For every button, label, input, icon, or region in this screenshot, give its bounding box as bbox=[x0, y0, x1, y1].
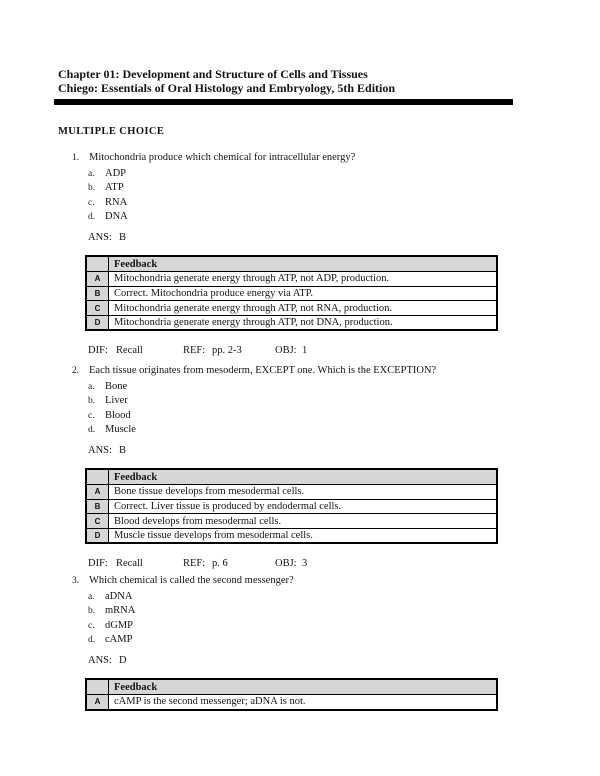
obj-label: OBJ: bbox=[275, 558, 297, 570]
feedback-text-cell: Mitochondria generate energy through ATP, not RNA, production. bbox=[109, 301, 498, 316]
feedback-letter-cell: A bbox=[86, 272, 109, 287]
answer-label: ANS: bbox=[88, 445, 112, 457]
question-2 bbox=[0, 364, 600, 571]
feedback-row-a bbox=[86, 272, 497, 287]
question-1-option-a bbox=[0, 167, 600, 181]
question-2-number: 2. bbox=[72, 366, 80, 376]
option-letter: c. bbox=[88, 620, 95, 631]
option-letter: d. bbox=[88, 212, 96, 223]
answer-label: ANS: bbox=[88, 655, 112, 667]
answer-value: B bbox=[118, 445, 126, 457]
option-letter: a. bbox=[88, 591, 95, 602]
feedback-letter-cell: B bbox=[86, 499, 109, 514]
dif-label: DIF: bbox=[88, 345, 108, 357]
question-3-option-a bbox=[0, 590, 600, 604]
feedback-header-cell: Feedback bbox=[109, 469, 498, 484]
question-1-meta-line bbox=[0, 344, 600, 357]
option-letter: d. bbox=[88, 425, 96, 436]
feedback-row-a bbox=[86, 695, 497, 710]
section-heading: MULTIPLE CHOICE bbox=[58, 126, 165, 137]
question-3-line bbox=[0, 574, 600, 588]
question-2-line bbox=[0, 364, 600, 378]
feedback-header-cell: Feedback bbox=[109, 679, 498, 694]
option-letter: d. bbox=[88, 635, 96, 646]
question-1-line bbox=[0, 151, 600, 165]
feedback-letter-cell: C bbox=[86, 301, 109, 316]
feedback-corner-cell bbox=[86, 256, 109, 271]
question-3-text: Which chemical is called the second messenger? bbox=[89, 575, 294, 586]
feedback-letter-cell: D bbox=[86, 315, 109, 330]
header-rule bbox=[54, 99, 513, 105]
question-2-option-b bbox=[0, 394, 600, 408]
option-text: DNA bbox=[105, 211, 128, 223]
feedback-text-cell: Mitochondria generate energy through ATP, not ADP, production. bbox=[109, 272, 498, 287]
feedback-header-row bbox=[86, 256, 497, 271]
feedback-text-cell: Correct. Liver tissue is produced by endodermal cells. bbox=[109, 499, 498, 514]
option-letter: b. bbox=[88, 606, 96, 617]
ref-label: REF: bbox=[183, 558, 206, 570]
option-text: Blood bbox=[105, 409, 131, 421]
feedback-text-cell: Mitochondria generate energy through ATP, not DNA, production. bbox=[109, 315, 498, 330]
question-3-feedback-table bbox=[85, 678, 498, 710]
question-2-option-d bbox=[0, 423, 600, 437]
feedback-row-c bbox=[86, 514, 497, 529]
question-3-number: 3. bbox=[72, 576, 80, 586]
obj-value: 1 bbox=[302, 345, 308, 357]
question-3 bbox=[0, 574, 600, 711]
header-line-1: Chapter 01: Development and Structure of Cells and Tissues bbox=[58, 67, 368, 81]
question-1-answer-line bbox=[0, 231, 600, 244]
question-2-option-c bbox=[0, 409, 600, 423]
question-1-option-c bbox=[0, 196, 600, 210]
header-line-2: Chiego: Essentials of Oral Histology and Embryology, 5th Edition bbox=[58, 80, 396, 95]
option-text: Muscle bbox=[105, 424, 136, 436]
dif-value: Recall bbox=[116, 345, 143, 357]
obj-label: OBJ: bbox=[275, 345, 297, 357]
question-1 bbox=[0, 151, 600, 358]
dif-value: Recall bbox=[116, 558, 143, 570]
option-letter: a. bbox=[88, 381, 95, 392]
option-letter: c. bbox=[88, 410, 95, 421]
question-1-feedback-table bbox=[85, 255, 498, 331]
option-letter: c. bbox=[88, 197, 95, 208]
feedback-text-cell: Muscle tissue develops from mesodermal cells. bbox=[109, 528, 498, 543]
feedback-header-row bbox=[86, 679, 497, 694]
feedback-row-c bbox=[86, 301, 497, 316]
answer-label: ANS: bbox=[88, 232, 112, 244]
question-2-text: Each tissue originates from mesoderm, EXCEPT one. Which is the EXCEPTION? bbox=[89, 365, 437, 376]
feedback-corner-cell bbox=[86, 679, 109, 694]
feedback-row-a bbox=[86, 485, 497, 500]
feedback-row-b bbox=[86, 286, 497, 301]
feedback-letter-cell: C bbox=[86, 514, 109, 529]
feedback-text-cell: Bone tissue develops from mesodermal cells. bbox=[109, 485, 498, 500]
option-text: ATP bbox=[105, 182, 124, 194]
question-1-option-d bbox=[0, 210, 600, 224]
feedback-header-row bbox=[86, 469, 497, 484]
question-1-number: 1. bbox=[72, 153, 80, 163]
feedback-row-d bbox=[86, 528, 497, 543]
feedback-header-cell: Feedback bbox=[109, 256, 498, 271]
feedback-text-cell: Correct. Mitochondria produce energy via ATP. bbox=[109, 286, 498, 301]
feedback-row-b bbox=[86, 499, 497, 514]
option-text: aDNA bbox=[105, 590, 133, 602]
feedback-row-d bbox=[86, 315, 497, 330]
question-3-option-c bbox=[0, 619, 600, 633]
feedback-corner-cell bbox=[86, 469, 109, 484]
obj-value: 3 bbox=[302, 558, 308, 570]
question-1-option-b bbox=[0, 181, 600, 195]
option-text: RNA bbox=[105, 196, 128, 208]
feedback-letter-cell: D bbox=[86, 528, 109, 543]
feedback-text-cell: cAMP is the second messenger; aDNA is not. bbox=[109, 695, 498, 710]
question-2-option-a bbox=[0, 380, 600, 394]
ref-value: p. 6 bbox=[212, 558, 228, 570]
question-3-option-b bbox=[0, 604, 600, 618]
question-1-text: Mitochondria produce which chemical for intracellular energy? bbox=[89, 152, 356, 163]
feedback-text-cell: Blood develops from mesodermal cells. bbox=[109, 514, 498, 529]
option-letter: a. bbox=[88, 168, 95, 179]
document-header bbox=[58, 68, 395, 95]
feedback-letter-cell: A bbox=[86, 485, 109, 500]
option-text: Bone bbox=[105, 380, 128, 392]
question-2-meta-line bbox=[0, 557, 600, 570]
answer-value: D bbox=[118, 655, 127, 667]
dif-label: DIF: bbox=[88, 558, 108, 570]
answer-value: B bbox=[118, 232, 126, 244]
option-letter: b. bbox=[88, 183, 96, 194]
question-2-feedback-table bbox=[85, 468, 498, 544]
question-2-answer-line bbox=[0, 444, 600, 457]
ref-label: REF: bbox=[183, 345, 206, 357]
feedback-letter-cell: B bbox=[86, 286, 109, 301]
option-text: mRNA bbox=[105, 605, 136, 617]
question-3-answer-line bbox=[0, 654, 600, 667]
option-text: dGMP bbox=[105, 619, 134, 631]
question-3-option-d bbox=[0, 633, 600, 647]
ref-value: pp. 2-3 bbox=[212, 345, 242, 357]
feedback-letter-cell: A bbox=[86, 695, 109, 710]
option-text: Liver bbox=[105, 395, 128, 407]
option-text: ADP bbox=[105, 167, 127, 179]
option-text: cAMP bbox=[105, 634, 133, 646]
option-letter: b. bbox=[88, 396, 96, 407]
